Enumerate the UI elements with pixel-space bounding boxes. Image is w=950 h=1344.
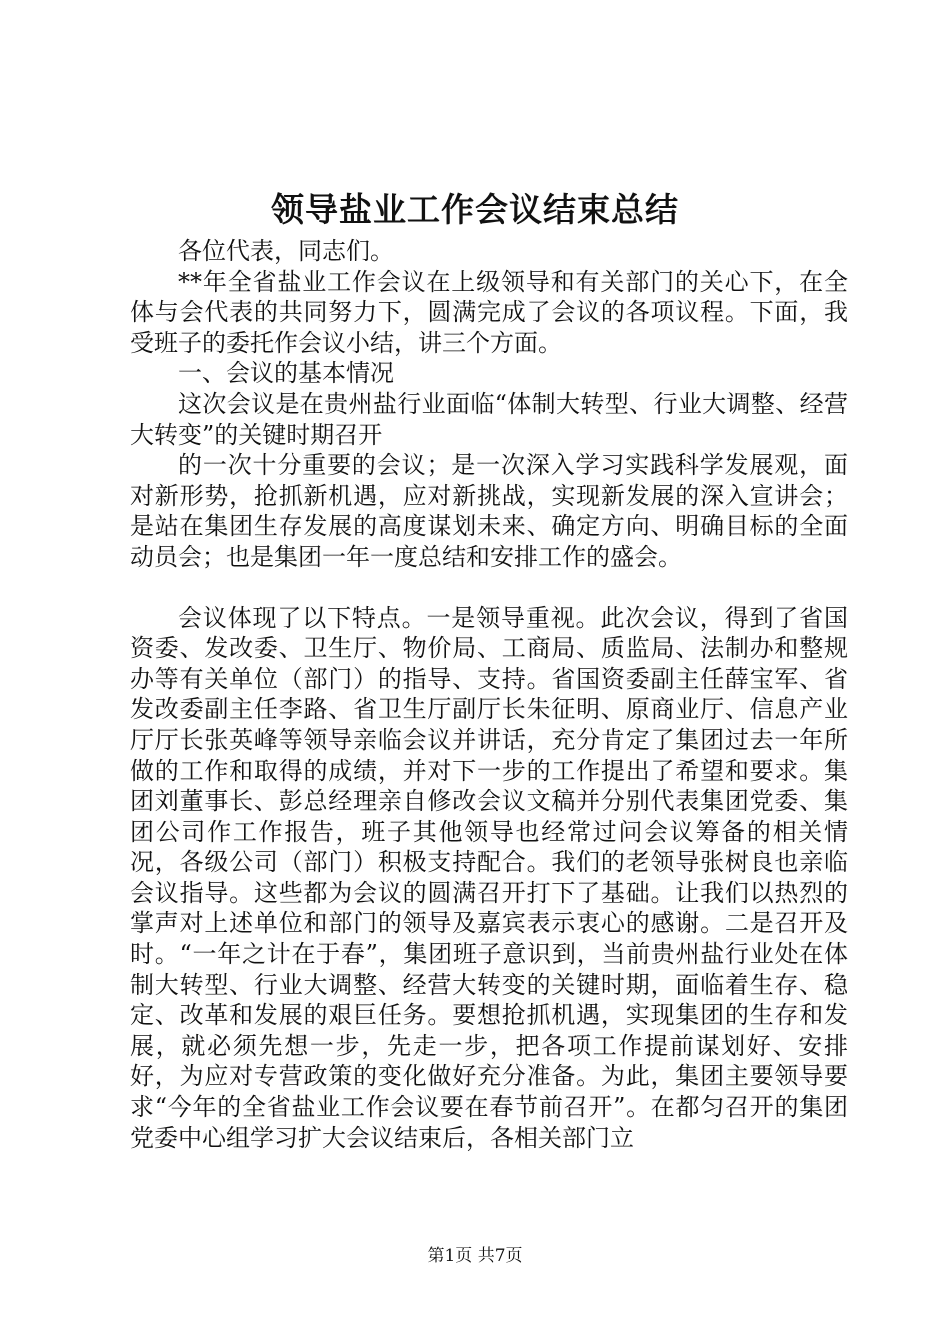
- paragraph-features: 会议体现了以下特点。一是领导重视。此次会议，得到了省国资委、发改委、卫生厅、物价局、工商局、质监局、法制办和整规办等有关单位（部门）的指导、支持。省国资委副主任薛宝军、省发改委副主任李路、省卫生厅副厅长朱征明、原商业厅、信息产业厅厅长张英峰等领导亲临会议并讲话，充分肯定了集团过去一年所做的工作和取得的成绩，并对下一步的工作提出了希望和要求。集团刘董事长、彭总经理亲自修改会议文稿并分别代表集团党委、集团公司作工作报告，班子其他领导也经常过问会议筹备的相关情况，各级公司（部门）积极支持配合。我们的老领导张树良也亲临会议指导。这些都为会议的圆满召开打下了基础。让我们以热烈的掌声对上述单位和部门的领导及嘉宾表示衷心的感谢。二是召开及时。“一年之计在于春”，集团班子意识到，当前贵州盐行业处在体制大转型、行业大调整、经营大转变的关键时期，面临着生存、稳定、改革和发展的艰巨任务。要想抢抓机遇，实现集团的生存和发展，就必须先想一步，先走一步，把各项工作提前谋划好、安排好，为应对专营政策的变化做好充分准备。为此，集团主要领导要求“今年的全省盐业工作会议要在春节前召开”。在都匀召开的集团党委中心组学习扩大会议结束后，各相关部门立: [130, 603, 848, 1152]
- document-title: 领导盐业工作会议结束总结: [271, 190, 679, 229]
- page-number: 第1页 共7页: [427, 1246, 523, 1266]
- paragraph-intro: **年全省盐业工作会议在上级领导和有关部门的关心下，在全体与会代表的共同努力下，圆满完成了会议的各项议程。下面，我受班子的委托作会议小结，讲三个方面。: [130, 267, 848, 357]
- section-heading-1: 一、会议的基本情况: [178, 359, 394, 388]
- paragraph-greeting: 各位代表，同志们。: [178, 237, 394, 265]
- document-body: [130, 236, 848, 1153]
- paragraph-significance: 的一次十分重要的会议；是一次深入学习实践科学发展观，面对新形势，抢抓新机遇，应对新挑战，实现新发展的深入宣讲会；是站在集团生存发展的高度谋划未来、确定方向、明确目标的全面动员会；也是集团一年一度总结和安排工作的盛会。: [130, 451, 848, 571]
- paragraph-context: 这次会议是在贵州盐行业面临“体制大转型、行业大调整、经营大转变”的关键时期召开: [130, 389, 848, 449]
